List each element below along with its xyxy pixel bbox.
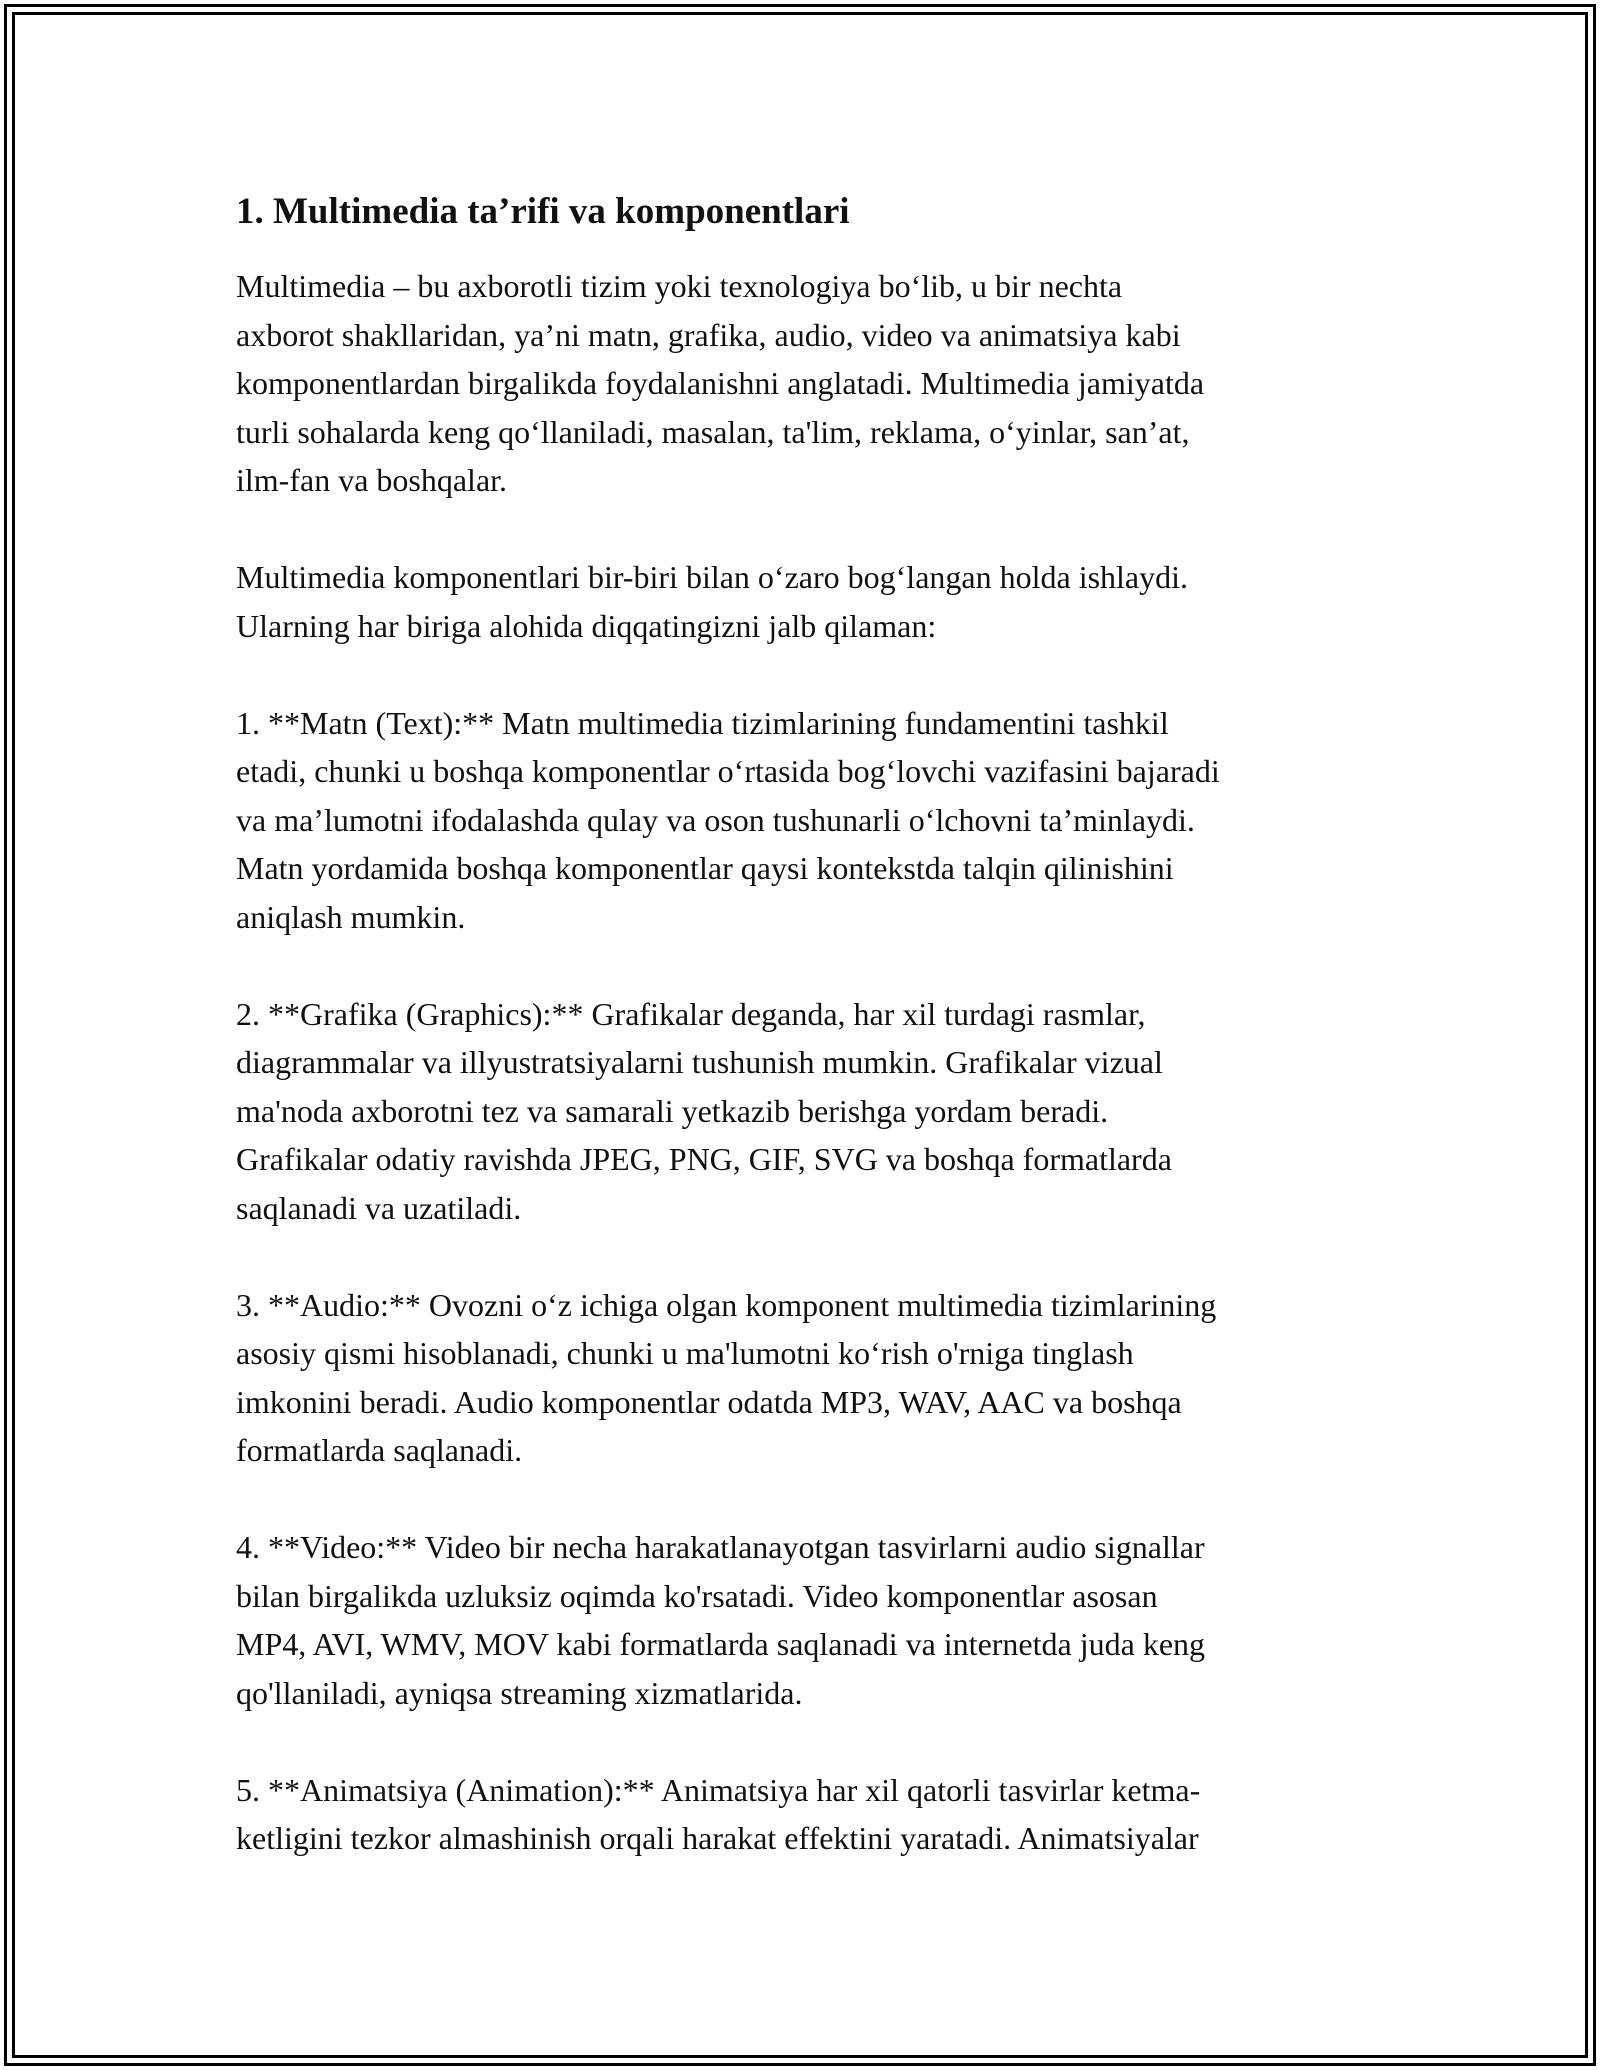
text-line: ma'noda axborotni tez va samarali yetkazib berishga yordam beradi. — [236, 1092, 1109, 1129]
paragraph-audio-component — [236, 1281, 1386, 1475]
paragraph-animation-component — [236, 1766, 1386, 1863]
text-line: Multimedia komponentlari bir-biri bilan o‘zaro bog‘langan holda ishlaydi. — [236, 559, 1189, 595]
text-line: aniqlash mumkin. — [236, 898, 466, 935]
text-line: imkonini beradi. Audio komponentlar odatda MP3, WAV, AAC va boshqa — [236, 1383, 1182, 1420]
text-line: axborot shakllaridan, ya’ni matn, grafika, audio, video va animatsiya kabi — [236, 316, 1181, 353]
text-line: va ma’lumotni ifodalashda qulay va oson tushunarli o‘lchovni ta’minlaydi. — [236, 801, 1195, 838]
document-body — [236, 188, 1386, 1911]
text-line: Ularning har biriga alohida diqqatingizni jalb qilaman: — [236, 607, 937, 644]
text-line: Grafikalar odatiy ravishda JPEG, PNG, GIF, SVG va boshqa formatlarda — [236, 1141, 1172, 1177]
text-line: 4. **Video:** Video bir necha harakatlanayotgan tasvirlarni audio signallar — [236, 1529, 1205, 1565]
text-line: 1. **Matn (Text):** Matn multimedia tizimlarining fundamentini tashkil — [236, 704, 1169, 741]
text-line: 5. **Animatsiya (Animation):** Animatsiya har xil qatorli tasvirlar ketma- — [236, 1771, 1201, 1808]
paragraph-video-component — [236, 1523, 1386, 1717]
text-line: bilan birgalikda uzluksiz oqimda ko'rsatadi. Video komponentlar asosan — [236, 1577, 1158, 1614]
paragraph-text-component — [236, 699, 1386, 942]
text-line: 2. **Grafika (Graphics):** Grafikalar deganda, har xil turdagi rasmlar, — [236, 995, 1146, 1032]
text-line: asosiy qismi hisoblanadi, chunki u ma'lumotni ko‘rish o'rniga tinglash — [236, 1335, 1134, 1371]
text-line: etadi, chunki u boshqa komponentlar o‘rtasida bog‘lovchi vazifasini bajaradi — [236, 753, 1220, 789]
text-line: Multimedia – bu axborotli tizim yoki texnologiya bo‘lib, u bir nechta — [236, 268, 1123, 304]
text-line: MP4, AVI, WMV, MOV kabi formatlarda saqlanadi va internetda juda keng — [236, 1626, 1206, 1662]
text-line: saqlanadi va uzatiladi. — [236, 1189, 522, 1226]
paragraph-definition — [236, 262, 1386, 505]
text-line: formatlarda saqlanadi. — [236, 1432, 523, 1468]
text-line: qo'llaniladi, ayniqsa streaming xizmatlarida. — [236, 1674, 803, 1711]
text-line: komponentlardan birgalikda foydalanishni anglatadi. Multimedia jamiyatda — [236, 365, 1205, 401]
paragraph-components-intro — [236, 553, 1386, 650]
text-line: ilm-fan va boshqalar. — [236, 462, 508, 498]
text-line: 3. **Audio:** Ovozni o‘z ichiga olgan komponent multimedia tizimlarining — [236, 1286, 1217, 1323]
section-heading: 1. Multimedia ta’rifi va komponentlari — [236, 191, 850, 232]
text-line: diagrammalar va illyustratsiyalarni tushunish mumkin. Grafikalar vizual — [236, 1044, 1163, 1080]
text-line: turli sohalarda keng qo‘llaniladi, masalan, ta'lim, reklama, o‘yinlar, san’at, — [236, 413, 1190, 450]
paragraph-graphics-component — [236, 990, 1386, 1233]
text-line: ketligini tezkor almashinish orqali harakat effektini yaratadi. Animatsiyalar — [236, 1820, 1199, 1856]
text-line: Matn yordamida boshqa komponentlar qaysi kontekstda talqin qilinishini — [236, 850, 1174, 886]
